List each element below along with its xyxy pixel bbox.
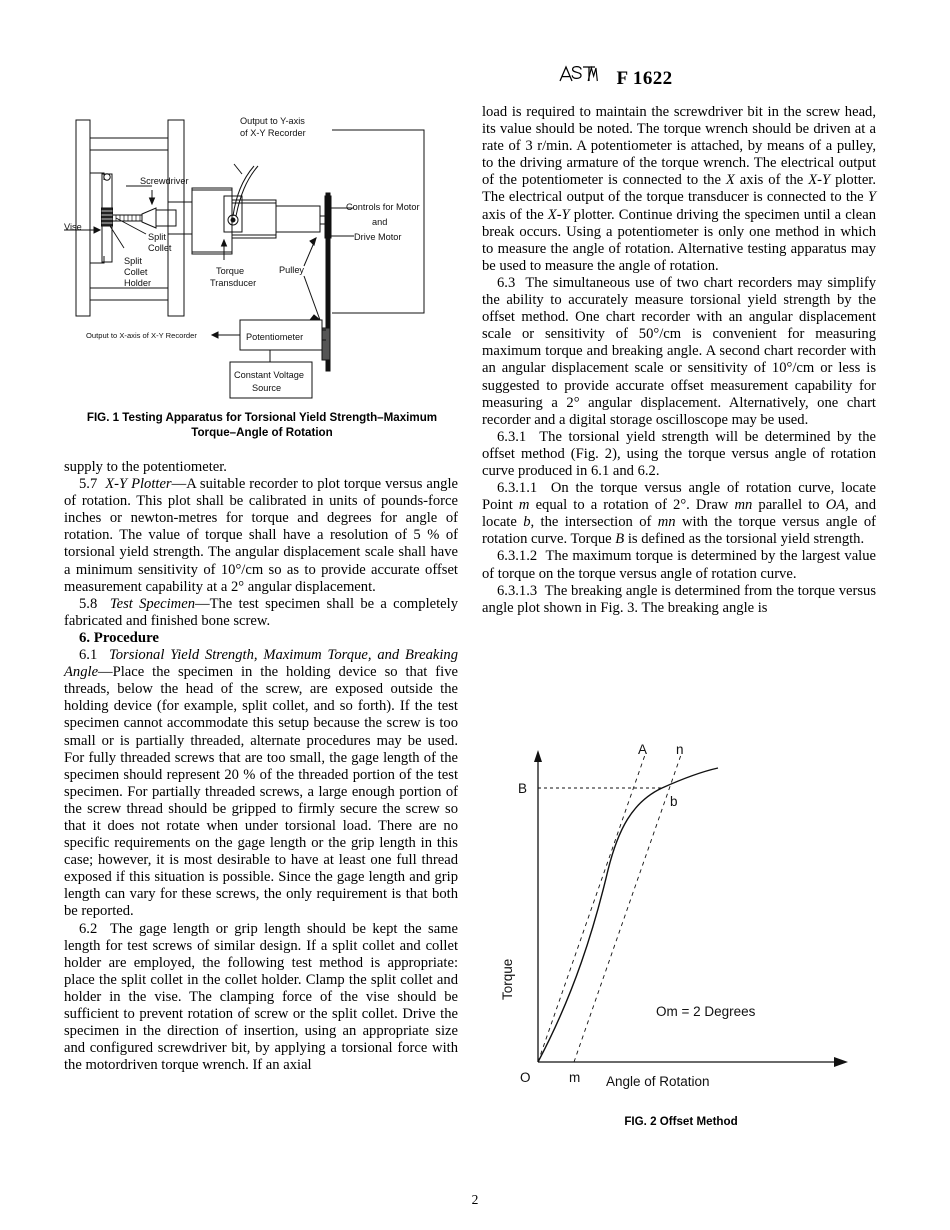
s6311-part-d: , and locate [482,497,876,531]
fig1-label-split-collet-2: Collet [148,243,172,253]
continuation-part-3: plotter. The electrical output of the torque transducer is connected to the [482,172,877,206]
paragraph-5-7 [64,476,458,596]
fig1-label-split-collet: Split [148,232,166,242]
section-number-6-2: 6.2 [79,920,98,937]
fig1-label-controls-3: Drive Motor [354,232,402,242]
figure-1-diagram [64,108,460,403]
fig1-label-screwdriver: Screwdriver [140,176,189,186]
axis-x-italic-1: X [725,172,735,189]
s6311-part-c: parallel to [752,497,826,514]
point-m-italic: m [518,497,530,514]
torque-B-italic: B [615,531,625,548]
paragraph-supply: supply to the potentiometer. [64,459,227,475]
section-number-6-3-1-2: 6.3.1.2 [497,548,538,565]
fig1-label-controls-2: and [372,217,388,227]
section-number-6-1: 6.1 [79,647,98,664]
chart-label-m: m [569,1070,581,1085]
fig1-label-output-x: Output to X-axis of X-Y Recorder [86,331,197,340]
paragraph-6-3-1-3 [482,583,876,617]
figure-1-caption [64,411,460,440]
section-body-6-1: —Place the specimen in the holding device so that five threads, below the head of the screw, are exposed outside the holding device (for example, split collet, and so forth). If the test specimen cannot accommodate this setup because the screw is too small or is partially threaded, alternate procedures may be used. For fully threaded screws that are too small, the gage length of the specimen should represent 20 % of the threaded portion of the test specimen. For partially threaded screws, a large enough portion of the screw thread should be gripped to firmly secure the screw so that it does not rotate when under torsional load. There are no specific requirements on the gage length or the grip length in this case; however, it is most desirable to have at least one full thread exposed if this situation is possible. Since the gage length and grip length can vary for these screws, the only requirement is that both be reported. [64,664,458,920]
section-number-6-3-1-3: 6.3.1.3 [497,582,538,599]
page-header [0,66,950,91]
axis-y-italic-1: Y [867,189,876,206]
paragraph-6-1 [64,647,458,921]
right-text-column [482,104,876,617]
fig1-label-collet-holder: Split [124,256,142,266]
chart-label-B: B [518,781,528,796]
figure-2-offset-method-chart [486,744,876,1104]
figure-1-caption-line1: FIG. 1 Testing Apparatus for Torsional Yield Strength–Maximum [86,411,438,424]
fig1-label-potentiometer: Potentiometer [246,332,304,342]
section-title-6-1: Torsional Yield Strength, Maximum Torque, and Breaking Angle [64,647,459,681]
section-heading-6: 6. Procedure [79,629,159,646]
chart-label-O: O [520,1070,531,1085]
x-axis-arrowhead [834,1057,848,1067]
s6311-part-a: On the torque versus angle of rotation curve, locate Point [482,480,876,514]
figure-2 [486,744,876,1128]
continuation-part-5: plotter. Continue driving the specimen until a clean break occurs. Using a potentiometer is only one method in which to measure the angle of rotation. Alternative testing apparatus may be used to measure the angle of rotation. [482,206,876,274]
section-number-5-8: 5.8 [79,595,98,612]
section-body-5-8: —The test specimen shall be a completely fabricated and finished bone screw. [64,595,458,629]
paragraph-6-3-1-2 [482,548,876,582]
standard-designation: F 1622 [616,67,673,89]
page-number: 2 [471,1192,479,1207]
section-number-6-3-1: 6.3.1 [497,428,527,445]
fig1-label-pulley: Pulley [279,265,305,275]
continuation-part-4: axis of the [482,206,548,223]
xy-italic-2: X-Y [547,206,570,223]
chart-note-om: Om = 2 Degrees [656,1004,756,1019]
section-title-5-7: X-Y Plotter [105,476,172,493]
fig1-label-torque-transducer: Torque [216,266,245,276]
fig1-label-controls: Controls for Motor [346,202,420,212]
astm-logo [557,64,603,89]
s6311-part-g: is defined as the torsional yield strength. [624,531,865,548]
s6311-part-b: equal to a rotation of 2°. Draw [529,497,735,514]
paragraph-5-8 [64,596,458,630]
continuation-part-1: load is required to maintain the screwdriver bit in the screw head, its value should be noted. The torque wrench should be driven at a rate of 3 r/min. A potentiometer is attached, by means of a pulley, to the driving armature of the torque wrench. The electrical output of the potentiometer is connected to the [482,104,876,189]
chart-label-n: n [676,744,684,757]
xy-italic-1: X-Y [808,172,831,189]
left-text-column [64,459,458,1074]
paragraph-6-3-1-1 [482,480,876,548]
line-oa-italic: OA [825,497,846,514]
fig1-label-cv-source-2: Source [252,383,282,393]
section-body-6-3-1-3: The breaking angle is determined from the torque versus angle plot shown in Fig. 3. The breaking angle is [482,582,877,616]
s6311-part-f: with the torque versus angle of rotation curve. Torque [482,514,876,548]
paragraph-6-2 [64,921,458,1075]
paragraph-continuation [482,104,876,275]
section-body-6-3-1-2: The maximum torque is determined by the largest value of torque on the torque versus angle of rotation curve. [482,548,877,582]
section-number-6-3-1-1: 6.3.1.1 [497,480,538,497]
fig1-label-output-y-2: of X-Y Recorder [240,128,306,138]
y-axis-arrowhead [534,750,542,762]
figure-1-caption-line2: Torque–Angle of Rotation [191,425,333,439]
chart-label-A: A [638,744,648,757]
chart-x-axis-label: Angle of Rotation [606,1074,710,1089]
section-number-6-3: 6.3 [497,274,516,291]
section-body-6-3-1: The torsional yield strength will be determined by the offset method (Fig. 2), using the torque versus angle of rotation curve produced in 6.1 and 6.2. [482,428,876,479]
section-body-6-2: The gage length or grip length should be kept the same length for test screws of similar design. If a split collet and collet holder are employed, the following test method is appropriate: place the split collet in the collet holder. Clamp the split collet and holder in the vise. The clamping force of the vise should be sufficient to prevent rotation of screw or the split collet. Drive the specimen in the direction of insertion, using an appropriate size and configured screwdriver bit, by applying a torsional force with the motordriven torque wrench. If an axial [64,920,459,1074]
fig1-label-vise: Vise [64,222,82,232]
chart-y-axis-label: Torque [500,958,515,1000]
paragraph-6-3 [482,275,876,429]
fig1-label-cv-source: Constant Voltage [234,370,304,380]
figure-2-caption: FIG. 2 Offset Method [624,1115,738,1128]
section-number-5-7: 5.7 [79,476,98,493]
chart-label-b: b [670,794,678,809]
point-b-italic: b [523,514,531,531]
continuation-part-2: axis of the [734,172,809,189]
section-body-5-7: —A suitable recorder to plot torque versus angle of rotation. This plot shall be calibrated in units of pounds-force inches or newton-metres for torque and degrees for angle of rotation. The value of torque shall have a resolution of 5 % of torsional yield strength. The angular displacement scale shall have a minimum sensitivity of 10°/cm so as to provide accurate offset measurement capability at a 2° angular displacement. [64,476,458,595]
s6311-part-e: , the intersection of [530,514,658,531]
fig1-label-collet-holder-2: Collet [124,267,148,277]
fig1-label-torque-transducer-2: Transducer [210,278,257,288]
paragraph-6-3-1 [482,429,876,480]
section-body-6-3: The simultaneous use of two chart recorders may simplify the ability to accurately measure torsional yield strength by the offset method. One chart recorder with an angular displacement scale or sensitivity of 50°/cm is convenient for measuring maximum torque and breaking angle. A second chart recorder with an angular displacement scale or sensitivity of 10°/cm or less is suggested to provide accurate offset measurement capability for measuring a 2° angular displacement. Alternatively, one chart recorder and a digital storage oscilloscope may be used. [482,274,876,428]
fig1-label-collet-holder-3: Holder [124,278,152,288]
section-title-5-8: Test Specimen [109,595,195,612]
line-mn-italic-1: mn [734,497,753,514]
line-mn-italic-2: mn [657,514,676,531]
construction-line-oa [538,752,646,1062]
fig1-label-output-y: Output to Y-axis [240,116,305,126]
figure-1 [64,108,460,440]
